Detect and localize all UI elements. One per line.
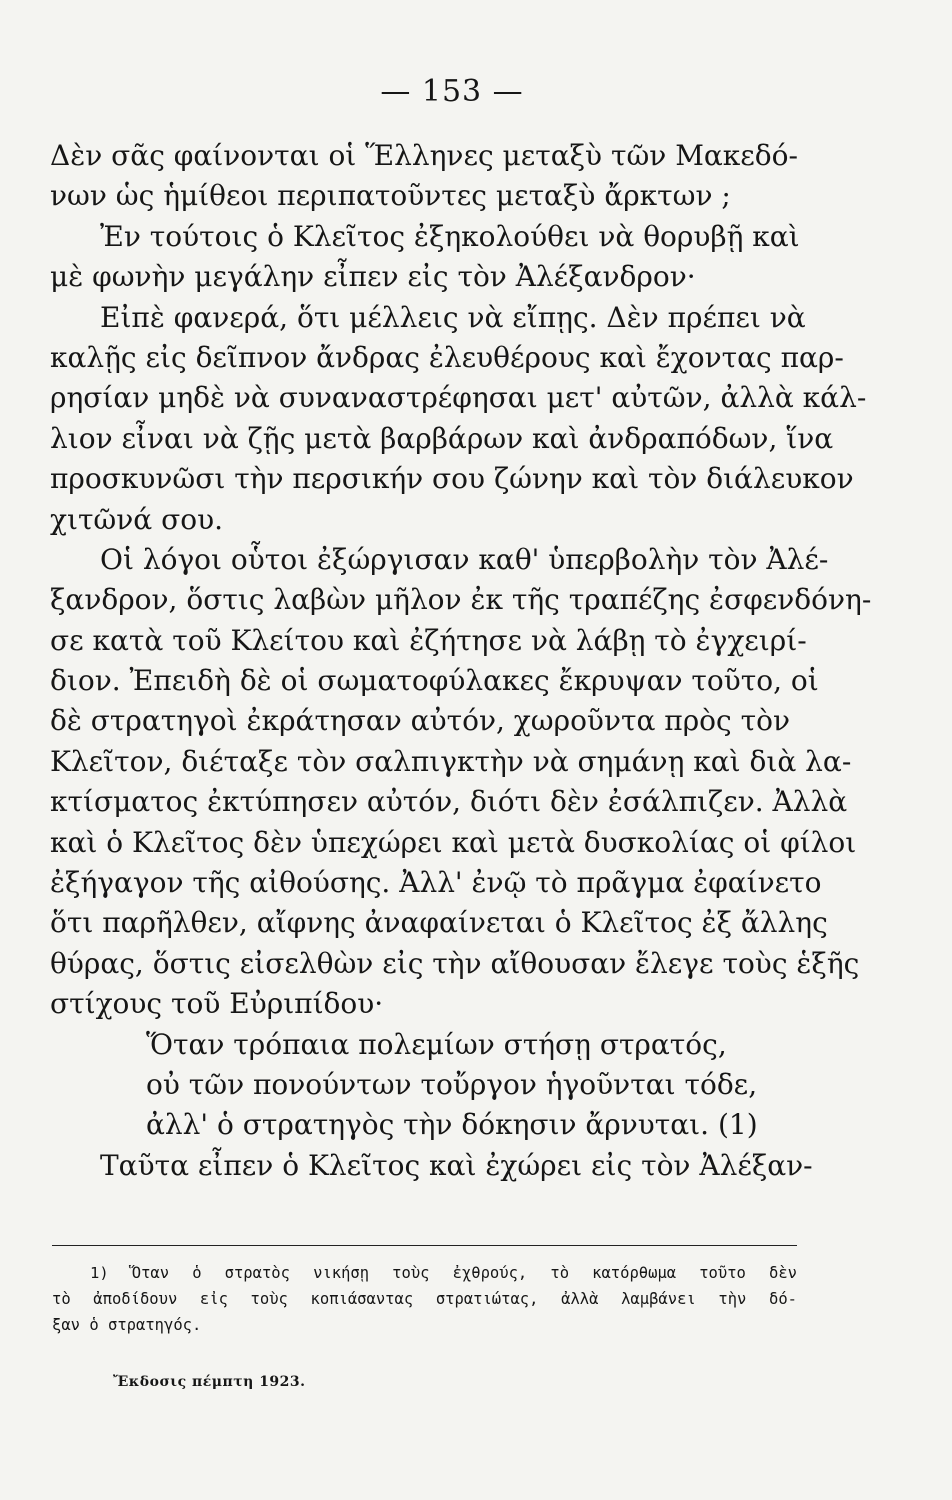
footnote-line: ξαν ὁ στρατηγός. [52,1316,202,1334]
text-line: λιον εἶναι νὰ ζῇς μετὰ βαρβάρων καὶ ἀνδραπόδων, ἵνα [50,421,834,455]
text-line: προσκυνῶσι τὴν περσικήν σου ζώνην καὶ τὸν διάλευκον [50,462,854,496]
text-line: διον. Ἐπειδὴ δὲ οἱ σωματοφύλακες ἔκρυψαν τοῦτο, οἱ [50,664,819,698]
main-text [50,136,872,1186]
footnote-line: 1) Ὅταν ὁ στρατὸς νικήσῃ τοὺς ἐχθρούς, τὸ κατόρθωμα τοῦτο δὲν [90,1264,797,1282]
text-line: νων ὡς ἡμίθεοι περιπατοῦντες μεταξὺ ἄρκτων ; [50,179,731,213]
text-line: δὲ στρατηγοὶ ἐκράτησαν αὐτόν, χωροῦντα πρὸς τὸν [50,704,790,738]
text-line: Ταῦτα εἶπεν ὁ Κλεῖτος καὶ ἐχώρει εἰς τὸν Ἀλέξαν- [100,1148,813,1182]
text-line: χιτῶνά σου. [50,502,223,536]
footnote [52,1260,797,1338]
text-line: Δὲν σᾶς φαίνονται οἱ Ἕλληνες μεταξὺ τῶν Μακεδό- [50,139,798,172]
text-line: Ἐν τούτοις ὁ Κλεῖτος ἐξηκολούθει νὰ θορυβῇ καὶ [100,219,800,253]
text-line: κτίσματος ἐκτύπησεν αὐτόν, διότι δὲν ἐσάλπιζεν. Ἀλλὰ [50,785,848,819]
text-line: σε κατὰ τοῦ Κλείτου καὶ ἐζήτησε νὰ λάβῃ τὸ ἐγχειρί- [50,623,807,657]
text-line: θύρας, ὅστις εἰσελθὼν εἰς τὴν αἴθουσαν ἔλεγε τοὺς ἑξῆς [50,946,860,980]
text-line: καὶ ὁ Κλεῖτος δὲν ὑπεχώρει καὶ μετὰ δυσκολίας οἱ φίλοι [50,825,857,859]
text-line: ὅτι παρῆλθεν, αἴφνης ἀναφαίνεται ὁ Κλεῖτος ἐξ ἄλλης [50,906,828,940]
text-line: ξανδρον, ὅστις λαβὼν μῆλον ἐκ τῆς τραπέζης ἐσφενδόνη- [50,583,872,617]
text-line: ἐξήγαγον τῆς αἰθούσης. Ἀλλ' ἐνῷ τὸ πρᾶγμα ἐφαίνετο [50,866,822,900]
footnote-line: τὸ ἀποδίδουν εἰς τοὺς κοπιάσαντας στρατιώτας, ἀλλὰ λαμβάνει τὴν δό- [52,1290,797,1308]
page-number: — 153 — [380,74,524,109]
verse-line: οὐ τῶν πονούντων τοὔργον ἡγοῦνται τόδε, [146,1067,758,1101]
verse-line: Ὅταν τρόπαια πολεμίων στήσῃ στρατός, [146,1027,727,1061]
text-line: Κλεῖτον, διέταξε τὸν σαλπιγκτὴν νὰ σημάνῃ καὶ διὰ λα- [50,744,852,778]
text-line: Εἰπὲ φανερά, ὅτι μέλλεις νὰ εἴπῃς. Δὲν πρέπει νὰ [100,300,806,334]
text-line: μὲ φωνὴν μεγάλην εἶπεν εἰς τὸν Ἀλέξανδρον· [50,260,696,294]
text-line: καλῇς εἰς δεῖπνον ἄνδρας ἐλευθέρους καὶ ἔχοντας παρ- [50,340,844,374]
footnote-divider [52,1245,797,1246]
edition-note: Ἔκδοσις πέμπτη 1923. [113,1374,306,1390]
text-line: στίχους τοῦ Εὐριπίδου· [50,987,384,1021]
text-line: ρησίαν μηδὲ νὰ συναναστρέφησαι μετ' αὐτῶν, ἀλλὰ κάλ- [50,381,867,415]
verse-line: ἀλλ' ὁ στρατηγὸς τὴν δόκησιν ἄρνυται. (1) [146,1108,758,1142]
text-line: Οἱ λόγοι οὗτοι ἐξώργισαν καθ' ὑπερβολὴν τὸν Ἀλέ- [100,542,829,576]
